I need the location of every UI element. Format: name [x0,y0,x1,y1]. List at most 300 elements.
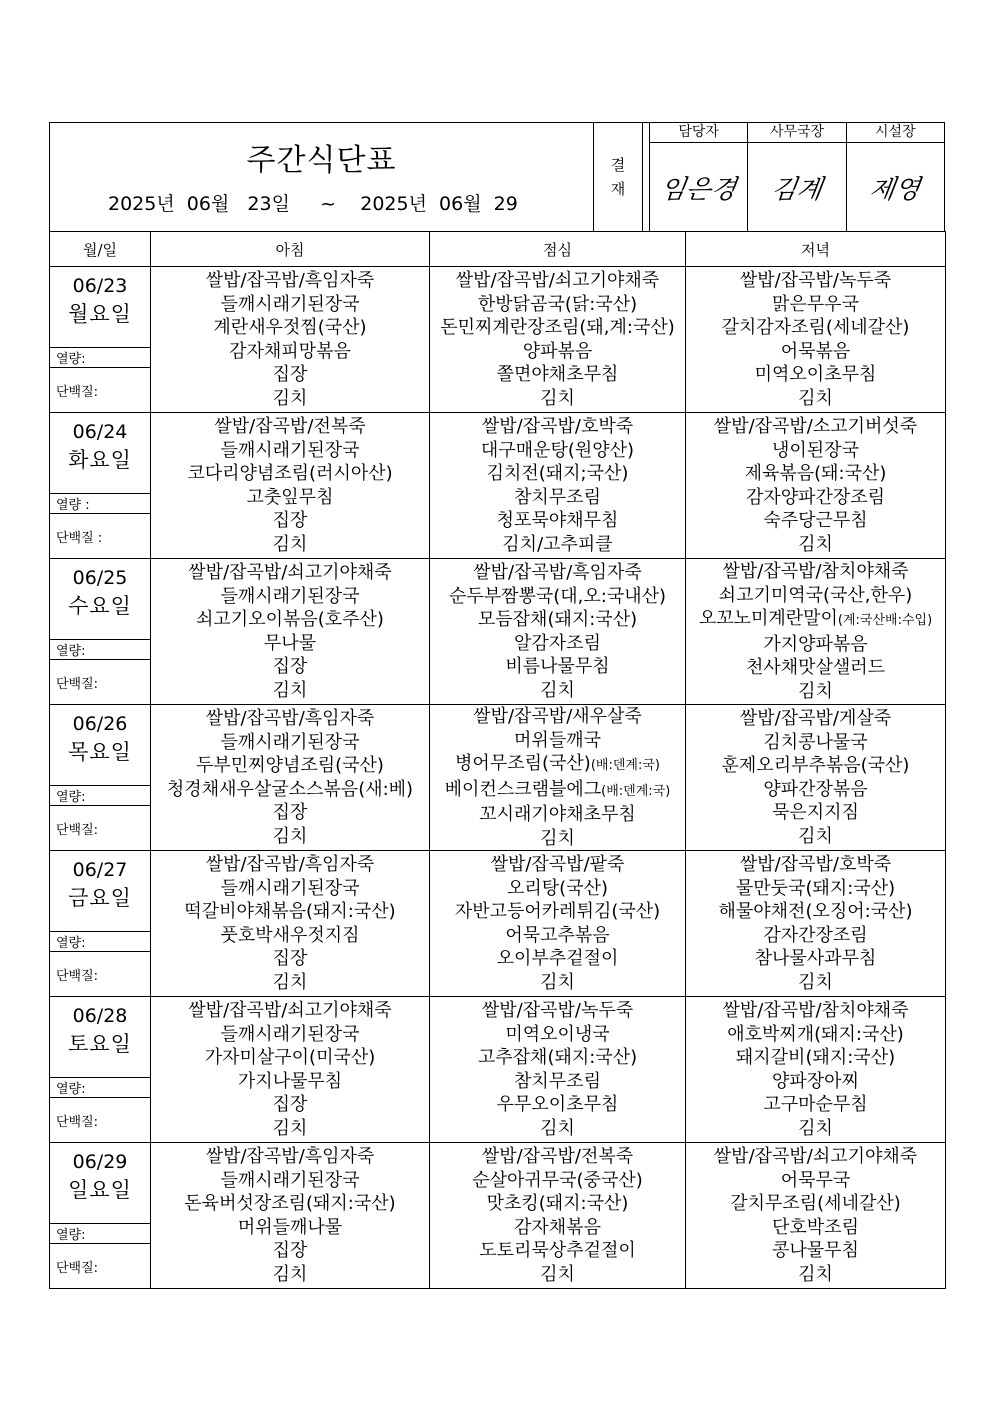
header [49,122,945,232]
day-cell [50,851,151,997]
date: 06/29 [72,1151,128,1173]
menu-item-text: 갈치감자조림(세네갈산) [721,317,910,338]
menu-item-text: 도토리묵상추겉절이 [479,1240,636,1261]
menu-item [430,1239,685,1263]
table-header-row [50,232,946,267]
table-row [50,267,946,413]
menu-item [686,1263,945,1287]
menu-item [430,269,685,293]
menu-item [686,1023,945,1047]
menu-item-text: 가자미살구이(미국산) [204,1047,376,1068]
menu-item [430,1046,685,1070]
menu-item-text: 쌀밥/잡곡밥/새우살죽 [473,706,642,727]
menu-item [151,679,429,703]
approver-role: 담당자 [650,123,747,143]
menu-item-text: 쌀밥/잡곡밥/전복죽 [214,416,366,437]
dinner-cell [686,267,946,413]
period: 2025년 06월 23일 ~ 2025년 06월 29 [108,193,518,215]
menu-item-text: 맑은무우국 [772,293,859,315]
menu-item-text: 한방닭곰국(닭:국산) [477,293,638,315]
menu-item [151,1145,429,1169]
menu-item [151,947,429,971]
menu-item [430,439,685,463]
weekday: 토요일 [68,1032,132,1056]
table-row [50,559,946,705]
protein-label: 단백질 : [50,513,150,558]
menu-item [430,509,685,533]
menu-item [430,1145,685,1169]
menu-item-text: 김치 [798,387,833,409]
menu-item-text: 단호박조림 [772,1216,859,1238]
menu-item [686,633,945,657]
menu-item-text: 제육볶음(돼:국산) [744,463,887,484]
menu-item [151,877,429,901]
menu-item [151,1117,429,1141]
menu-item-text: 쫄면야채초무침 [496,364,619,385]
date: 06/23 [72,275,128,297]
menu-item-text: 천사채맛살샐러드 [745,657,886,678]
menu-item [686,415,945,439]
menu-item [686,801,945,825]
date: 06/24 [72,421,128,443]
menu-item [686,439,945,463]
menu-item [430,1263,685,1287]
menu-item [151,509,429,533]
menu-item-text: 김치 [540,1117,575,1139]
menu-item [430,415,685,439]
menu-item [151,462,429,486]
menu-item [430,778,685,804]
menu-item [686,754,945,778]
menu-item [151,363,429,387]
breakfast-cell [151,851,430,997]
origin-note: (배:덴계:국) [601,783,671,799]
table-row [50,413,946,559]
menu-item [151,1239,429,1263]
menu-item-text: 김치 [540,971,575,993]
calorie-label: 열량 : [50,493,150,513]
menu-item-text: 숙주당근무침 [763,510,868,531]
menu-item [151,731,429,755]
menu-item-text: 김치 [798,971,833,993]
menu-item-text: 집장 [272,656,308,677]
calorie-label: 열량: [50,785,150,805]
breakfast-cell [151,997,430,1143]
calorie-label: 열량: [50,1077,150,1097]
lunch-cell [430,1143,686,1289]
lunch-cell [430,851,686,997]
menu-item [151,585,429,609]
breakfast-cell [151,267,430,413]
menu-item [151,778,429,802]
signature [847,143,944,231]
dinner-cell [686,997,946,1143]
menu-item-text: 애호박찌개(돼지:국산) [727,1023,904,1045]
menu-item-text: 들깨시래기된장국 [220,1169,360,1191]
menu-item [430,947,685,971]
menu-item [686,584,945,608]
protein-label: 단백질: [50,367,150,412]
menu-item [686,707,945,731]
menu-item [151,1263,429,1287]
menu-item-text: 청포묵야채무침 [496,510,619,531]
menu-item [430,1093,685,1117]
menu-item [686,269,945,293]
page-title: 주간식단표 [246,143,397,178]
approval-label-2: 재 [610,180,626,198]
menu-item [151,316,429,340]
menu-item-text: 고구마순무침 [763,1094,868,1115]
menu-item-text: 쌀밥/잡곡밥/흑임자죽 [205,708,375,729]
table-row [50,705,946,851]
menu-item-text: 청경채새우살굴소스볶음(새:베) [166,778,414,800]
menu-item [686,680,945,704]
menu-item-text: 비름나물무침 [505,656,610,677]
menu-item-text: 쌀밥/잡곡밥/호박죽 [481,416,634,437]
lunch-cell [430,705,686,851]
approval-cell [649,123,747,231]
approval-cells [649,123,944,231]
breakfast-cell [151,413,430,559]
menu-item-text: 김치 [272,679,308,701]
menu-item [686,1117,945,1141]
menu-item-text: 갈치무조림(세네갈산) [730,1193,901,1214]
menu-item-text: 미역오이초무침 [754,364,877,385]
day-cell [50,705,151,851]
menu-item [430,1117,685,1141]
menu-item [151,999,429,1023]
column-header-breakfast: 아침 [151,232,430,267]
menu-item-text: 풋호박새우젓지짐 [220,924,360,946]
menu-item-text: 쌀밥/잡곡밥/흑임자죽 [205,270,375,291]
menu-item [430,632,685,656]
menu-item-text: 쌀밥/잡곡밥/전복죽 [481,1146,634,1167]
date: 06/27 [72,859,128,881]
title-box [50,123,593,231]
approval-label [593,123,643,231]
menu-item [430,729,685,753]
menu-item [430,803,685,827]
menu-item-text: 묵은지지짐 [772,802,859,823]
menu-item [686,924,945,948]
menu-item [686,1192,945,1216]
menu-item [430,853,685,877]
menu-item-text: 쌀밥/잡곡밥/흑임자죽 [473,562,642,583]
menu-item-text: 김치 [798,825,833,847]
menu-item-text: 김치 [272,387,308,409]
signature-text: 제영 [867,174,923,205]
weekday: 일요일 [68,1178,132,1202]
menu-item [686,363,945,387]
menu-item-text: 어묵무국 [780,1169,851,1191]
menu-item-text: 참나물사과무침 [754,948,877,969]
menu-item-text: 감자양파간장조림 [745,486,886,508]
column-header-lunch: 점심 [430,232,686,267]
menu-table [49,231,946,1289]
approval-label-1: 결 [610,156,626,174]
calorie-label: 열량: [50,931,150,951]
date: 06/28 [72,1005,128,1027]
menu-item-text: 돈육버섯장조림(돼지:국산) [184,1193,396,1214]
signature [748,143,845,231]
menu-item-text: 양파볶음 [522,340,593,362]
menu-item-text: 들깨시래기된장국 [220,731,360,753]
menu-item [430,1169,685,1193]
menu-item-text: 김치전(돼지;국산) [486,463,629,484]
menu-item-text: 쌀밥/잡곡밥/흑임자죽 [205,854,375,875]
menu-item [686,533,945,557]
lunch-cell [430,559,686,705]
menu-item-text: 쌀밥/잡곡밥/호박죽 [739,854,892,875]
menu-item-text: 김치 [540,679,575,701]
menu-item-text: 김치 [272,533,308,555]
menu-item [686,731,945,755]
day-cell [50,413,151,559]
menu-item-text: 쌀밥/잡곡밥/팥죽 [490,854,625,875]
day-cell [50,559,151,705]
menu-item [430,679,685,703]
menu-item-text: 김치 [272,1117,308,1139]
menu-item-text: 병어무조림(국산) [455,753,591,774]
menu-item [430,752,685,778]
menu-item-text: 쌀밥/잡곡밥/녹두죽 [739,270,892,291]
menu-item-text: 김치콩나물국 [763,731,868,753]
menu-item-text: 쌀밥/잡곡밥/소고기버섯죽 [713,416,918,437]
menu-item-text: 쌀밥/잡곡밥/쇠고기야채죽 [188,562,392,583]
menu-item [151,486,429,510]
menu-item [151,853,429,877]
menu-item [151,293,429,317]
menu-item [151,825,429,849]
menu-item-text: 무나물 [263,632,317,654]
menu-item [430,608,685,632]
protein-label: 단백질: [50,1097,150,1142]
origin-note: (배:덴계:국) [590,758,660,773]
menu-item-text: 쌀밥/잡곡밥/참치야채죽 [722,561,909,582]
menu-sheet [49,122,945,1289]
menu-item [686,877,945,901]
menu-item [151,608,429,632]
menu-item-text: 물만둣국(돼지:국산) [735,877,896,899]
menu-item-text: 미역오이냉국 [505,1023,610,1045]
menu-item-text: 쌀밥/잡곡밥/쇠고기야채죽 [455,270,660,291]
menu-item [151,707,429,731]
menu-item [151,1216,429,1240]
date: 06/26 [72,713,128,735]
menu-item [686,293,945,317]
menu-item-text: 쌀밥/잡곡밥/흑임자죽 [205,1146,375,1167]
menu-item-text: 김치 [798,1117,833,1139]
signature-text: 김계 [769,174,824,205]
menu-item-text: 들깨시래기된장국 [220,293,360,315]
menu-item-text: 우무오이초무침 [496,1094,619,1115]
menu-item [686,1239,945,1263]
menu-item [686,560,945,584]
menu-item-text: 어묵볶음 [780,340,851,362]
menu-item [151,533,429,557]
menu-item [430,387,685,411]
menu-item-text: 집장 [272,948,308,969]
dinner-cell [686,1143,946,1289]
menu-item [430,1192,685,1216]
menu-item [151,900,429,924]
menu-item [430,1023,685,1047]
breakfast-cell [151,559,430,705]
menu-item [430,971,685,995]
menu-item [430,340,685,364]
menu-item [686,999,945,1023]
menu-item [151,1046,429,1070]
menu-item-text: 쇠고기미역국(국산,한우) [718,584,913,606]
menu-item [430,924,685,948]
menu-item [686,900,945,924]
approver-role: 시설장 [847,123,944,143]
menu-item-text: 들깨시래기된장국 [220,439,360,461]
menu-item [686,1070,945,1094]
menu-item [151,632,429,656]
breakfast-cell [151,1143,430,1289]
column-header-dinner: 저녁 [686,232,946,267]
menu-item-text: 김치 [798,680,833,702]
menu-item [686,656,945,680]
column-header-day: 월/일 [50,232,151,267]
menu-item [430,705,685,729]
lunch-cell [430,267,686,413]
menu-item-text: 들깨시래기된장국 [220,877,360,899]
menu-item-text: 돈민찌계란장조림(돼,계:국산) [440,317,675,338]
menu-item [151,561,429,585]
menu-item-text: 순살아귀무국(중국산) [472,1169,643,1191]
menu-item [430,462,685,486]
menu-item-text: 김치 [798,533,833,555]
origin-note: (계:국산배:수입) [837,613,933,628]
menu-item-text: 콩나물무침 [772,1240,859,1261]
menu-item [686,1093,945,1117]
menu-item [151,415,429,439]
menu-item [151,1093,429,1117]
menu-item-text: 쌀밥/잡곡밥/쇠고기야채죽 [713,1146,918,1167]
menu-item [151,1070,429,1094]
menu-item [151,439,429,463]
signature [650,143,747,231]
approval-cell [846,123,944,231]
table-row [50,851,946,997]
menu-item-text: 모듬잡채(돼지:국산) [477,609,638,630]
menu-item-text: 김치 [540,387,575,409]
menu-item-text: 훈제오리부추볶음(국산) [721,755,910,776]
menu-item [686,825,945,849]
menu-item-text: 쌀밥/잡곡밥/쇠고기야채죽 [188,1000,392,1021]
menu-item [430,900,685,924]
menu-item [151,1192,429,1216]
menu-item-text: 머위들깨나물 [237,1216,343,1238]
menu-item [686,1169,945,1193]
calorie-label: 열량: [50,1223,150,1243]
lunch-cell [430,413,686,559]
menu-item [151,924,429,948]
menu-item-text: 고추잡채(돼지:국산) [477,1047,638,1068]
dinner-cell [686,559,946,705]
menu-item-text: 코다리양념조림(러시아산) [187,463,393,484]
menu-item-text: 김치 [798,1263,833,1285]
menu-item-text: 양파장아찌 [772,1070,859,1092]
menu-item-text: 집장 [272,1094,308,1115]
menu-item [686,1145,945,1169]
menu-item [686,778,945,802]
menu-item-text: 자반고등어카레튀김(국산) [454,901,661,922]
menu-item-text: 순두부짬뽕국(대,오:국내산) [448,585,667,607]
menu-item-text: 집장 [272,802,308,823]
menu-item-text: 가지양파볶음 [763,633,868,655]
menu-item-text: 양파간장볶음 [763,778,868,800]
menu-item [151,971,429,995]
day-cell [50,267,151,413]
menu-item-text: 김치 [540,827,575,849]
menu-item-text: 김치 [272,1263,308,1285]
menu-item-text: 냉이된장국 [772,439,859,461]
menu-item-text: 집장 [272,364,308,385]
menu-item-text: 해물야채전(오징어:국산) [718,901,913,922]
calorie-label: 열량: [50,347,150,367]
approver-role: 사무국장 [748,123,845,143]
menu-item-text: 참치무조림 [514,1070,601,1092]
weekday: 수요일 [68,594,132,618]
menu-item-text: 오꼬노미계란말이 [698,608,838,629]
menu-item-text: 김치 [540,1263,575,1285]
menu-item-text: 맛초킹(돼지:국산) [486,1193,629,1214]
menu-item-text: 어묵고추볶음 [505,924,610,946]
menu-item [686,509,945,533]
menu-item [430,1216,685,1240]
menu-item-text: 들깨시래기된장국 [220,1023,360,1045]
menu-item-text: 가지나물무침 [237,1070,343,1092]
menu-item [686,387,945,411]
menu-item [151,1023,429,1047]
menu-item-text: 쇠고기오이볶음(호주산) [196,609,384,630]
dinner-cell [686,851,946,997]
protein-label: 단백질: [50,659,150,704]
menu-item-text: 오리탕(국산) [507,877,608,899]
menu-item [430,655,685,679]
menu-item [151,655,429,679]
menu-item-text: 김치/고추피클 [502,533,613,555]
weekday: 화요일 [68,448,132,472]
menu-item [430,486,685,510]
signature-text: 임은경 [658,174,739,205]
menu-item [686,462,945,486]
weekday: 월요일 [68,302,132,326]
menu-item-text: 김치 [272,825,308,847]
menu-item-text: 집장 [272,510,308,531]
day-cell [50,1143,151,1289]
menu-item [686,486,945,510]
menu-item [151,754,429,778]
menu-item [430,293,685,317]
protein-label: 단백질: [50,1243,150,1288]
menu-item [686,947,945,971]
approval-cell [747,123,845,231]
menu-item-text: 고춧잎무침 [246,486,334,508]
menu-item-text: 두부민찌양념조림(국산) [196,755,384,776]
menu-item [686,607,945,633]
menu-item-text: 집장 [272,1240,308,1261]
menu-item [430,827,685,851]
weekday: 금요일 [68,886,132,910]
date: 06/25 [72,567,128,589]
menu-item-text: 쌀밥/잡곡밥/참치야채죽 [722,1000,909,1021]
menu-item-text: 대구매운탕(원양산) [480,439,635,461]
calorie-label: 열량: [50,639,150,659]
